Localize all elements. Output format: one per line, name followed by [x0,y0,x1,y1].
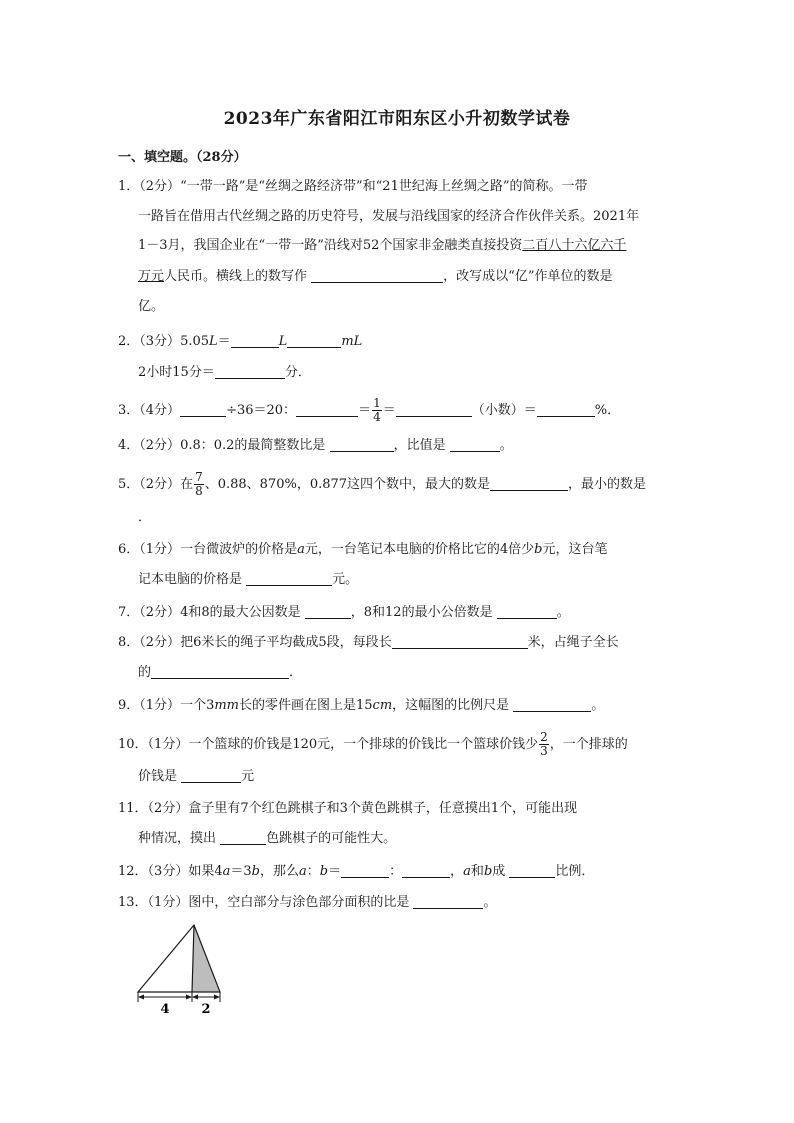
answer-blank[interactable] [215,364,285,379]
question-4: 4．（2分）0.8：0.2的最简整数比是 ，比值是 。 [118,438,513,453]
triangle-figure [134,920,228,1020]
section-heading: 一、填空题。（28分） [118,150,247,165]
underlined-number-text: 二百八十六亿六千 [522,238,627,253]
answer-blank[interactable] [402,863,450,878]
question-10-line-2: 价钱是 元 [138,769,255,784]
arrowhead [138,995,144,1000]
answer-blank[interactable] [413,894,483,909]
arrowhead [192,995,198,1000]
answer-blank[interactable] [296,402,358,417]
answer-blank[interactable] [509,863,555,878]
question-1-line-2: 一路旨在借用古代丝绸之路的历史符号，发展与沿线国家的经济合作伙伴关系。2021年 [138,209,640,224]
question-1-line-5: 亿。 [138,299,165,314]
answer-blank[interactable] [305,604,351,619]
underlined-number-text: 万元 [138,269,165,284]
question-8-line-2: 的 ． [138,665,303,680]
question-10: 10．（1分）一个篮球的价钱是120元，一个排球的价钱比一个篮球价钱少 $\frac{2}{3}$ ，一个排球的 [118,730,628,758]
question-3: 3．（4分） ÷36＝20： ＝ $\frac{1}{4}$ ＝ （小数）＝ %． [118,396,621,424]
question-1-line-3: 1－3月，我国企业在“一带一路”沿线对52个国家非金融类直接投资二百八十六亿六千 [138,238,627,253]
question-number: 1． [118,179,140,194]
question-11: 11．（2分）盒子里有7个红色跳棋子和3个黄色跳棋子，任意摸出1个，可能出现 [118,801,578,816]
answer-blank[interactable] [490,476,568,491]
question-1-line-4: 万元人民币。横线上的数写作 ，改写成以“亿”作单位的数是 [138,269,613,284]
question-6-line-2: 记本电脑的价格是 元。 [138,572,359,587]
dimension-label-right: 2 [201,1002,211,1017]
answer-blank[interactable] [246,571,332,586]
question-12: 12．（3分）如果4a＝3b，那么a：b＝ ： ，a和b成 比例． [118,864,595,879]
answer-blank[interactable] [396,402,472,417]
question-7: 7．（2分）4和8的最大公因数是 ，8和12的最小公倍数是 。 [118,605,570,620]
answer-blank[interactable] [330,437,394,452]
answer-blank[interactable] [311,268,443,283]
page-title: 2023年广东省阳江市阳东区小升初数学试卷 [223,109,571,129]
question-8: 8．（2分）把6米长的绳子平均截成5段，每段长 米，占绳子全长 [118,635,619,650]
arrowhead [214,995,220,1000]
question-6: 6．（1分）一台微波炉的价格是a元，一台笔记本电脑的价格比它的4倍少b元，这台笔 [118,542,608,557]
fraction: $\frac{1}{4}$ [373,396,381,424]
question-score: （2分） [139,179,181,194]
answer-blank[interactable] [513,697,591,712]
question-text: “一带一路”是“丝绸之路经济带”和“21世纪海上丝绸之路”的简称。一带 [180,179,588,194]
question-1 [118,178,678,196]
answer-blank[interactable] [497,604,557,619]
question-5: 5．（2分）在 $\frac{7}{8}$ 、0.88、870%，0.877这四个数中，最大的数是 ，最小的数是 [118,470,647,498]
answer-blank[interactable] [181,768,241,783]
dimension-label-left: 4 [160,1002,170,1017]
answer-blank[interactable] [537,402,595,417]
arrowhead [186,995,192,1000]
question-11-line-2: 种情况，摸出 色跳棋子的可能性大。 [138,831,397,846]
answer-blank[interactable] [231,333,279,348]
answer-blank[interactable] [220,830,266,845]
answer-blank[interactable] [287,333,341,348]
answer-blank[interactable] [151,664,289,679]
answer-blank[interactable] [341,863,389,878]
question-2: 2．（3分）5.05L＝ L mL [118,334,363,349]
question-5-line-2: ． [138,510,152,525]
question-13: 13．（1分）图中，空白部分与涂色部分面积的比是 。 [118,895,497,910]
fraction: $\frac{7}{8}$ [195,470,203,498]
answer-blank[interactable] [450,437,500,452]
question-9: 9．（1分）一个3mm长的零件画在图上是15cm，这幅图的比例尺是 。 [118,698,605,713]
question-2-line-2: 2小时15分＝ 分． [138,365,311,380]
answer-blank[interactable] [392,634,528,649]
fraction: $\frac{2}{3}$ [540,730,548,758]
answer-blank[interactable] [180,402,226,417]
